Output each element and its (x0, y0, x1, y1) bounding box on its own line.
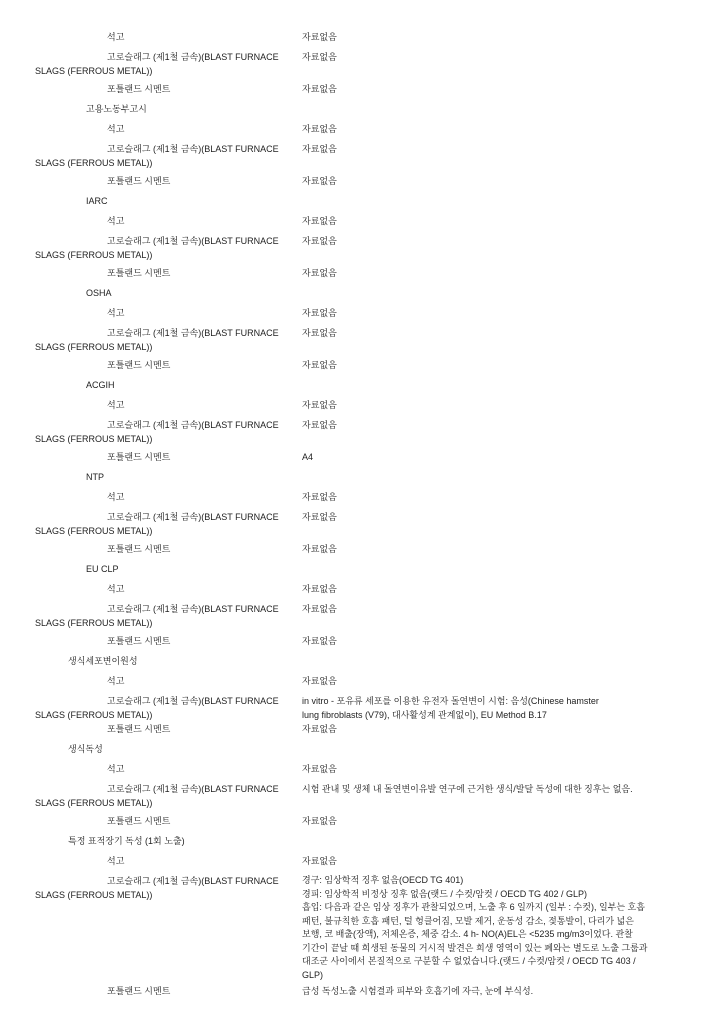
row-label: 포틀랜드 시멘트 (107, 84, 171, 94)
row-stone: 석고 자료없음 (107, 676, 337, 686)
section-heading-ntp: NTP (86, 472, 104, 482)
row-stone: 석고 자료없음 (107, 400, 337, 410)
row-slag: 고로슬래그 (제1철 금속)(BLAST FURNACE SLAGS (FERROUS METAL)) 자료없음 (35, 604, 337, 628)
row-stone (0, 30, 724, 50)
row-stone: 석고 자료없음 (107, 216, 337, 226)
row-cement: 포틀랜드 시멘트 자료없음 (107, 636, 337, 646)
row-stone: 석고 자료없음 (107, 856, 337, 866)
row-stone: 석고 자료없음 (107, 764, 337, 774)
germ-slag-value: in vitro - 포유류 세포를 이용한 유전자 돌연변이 시험: 음성(Chinese hamster lung fibroblasts (V79), 대사활성계 관계없이), EU Method B.17 (302, 696, 599, 720)
row-slag: 고로슬래그 (제1철 금속)(BLAST FURNACE SLAGS (FERROUS METAL)) 자료없음 (35, 144, 337, 168)
section-heading-germ-cell-mutagenicity: 생식세포변이원성 (68, 656, 138, 666)
row-value: 자료없음 (302, 52, 337, 62)
row-stone: 석고 자료없음 (107, 492, 337, 502)
row-slag: 고로슬래그 (제1철 금속)(BLAST FURNACE SLAGS (FERROUS METAL)) 자료없음 (35, 328, 337, 352)
row-label: 석고 (107, 32, 125, 42)
row-stone: 석고 자료없음 (107, 308, 337, 318)
row-slag (0, 50, 724, 82)
section-heading-reproductive-toxicity: 생식독성 (68, 744, 103, 754)
section-heading-goyong: 고용노동부고시 (86, 104, 147, 114)
row-value: 자료없음 (302, 84, 337, 94)
section-heading-acgih: ACGIH (86, 380, 115, 390)
row-cement (0, 82, 724, 102)
row-slag: 고로슬래그 (제1철 금속)(BLAST FURNACE SLAGS (FERROUS METAL)) 자료없음 (35, 420, 337, 444)
section-heading-euclp: EU CLP (86, 564, 119, 574)
row-slag: 고로슬래그 (제1철 금속)(BLAST FURNACE SLAGS (FERROUS METAL)) 자료없음 (35, 236, 337, 260)
row-cement: 포틀랜드 시멘트 자료없음 (107, 724, 337, 734)
row-stone: 석고 자료없음 (107, 584, 337, 594)
section-heading-stot-single: 특정 표적장기 독성 (1회 노출) (68, 836, 185, 846)
row-label: 고로슬래그 (제1철 금속)(BLAST FURNACE SLAGS (FERROUS METAL)) (35, 52, 279, 76)
section-heading-iarc: IARC (86, 196, 108, 206)
row-value: 자료없음 (302, 32, 337, 42)
document-page (0, 30, 724, 1004)
row-cement: 포틀랜드 시멘트 A4 (107, 452, 314, 462)
row-cement: 포틀랜드 시멘트 자료없음 (107, 816, 337, 826)
row-cement: 포틀랜드 시멘트 자료없음 (107, 176, 337, 186)
section-heading-osha: OSHA (86, 288, 112, 298)
row-stone: 석고 자료없음 (107, 124, 337, 134)
row-cement: 포틀랜드 시멘트 자료없음 (107, 544, 337, 554)
stot-slag-value: 경구: 임상학적 징후 없음(OECD TG 401) 경피: 임상학적 비정상 징후 없음(랫드 / 수컷/암컷 / OECD TG 402 / GLP) 흡입: 다음과 같은 임상 징후가 관찰되었으며, 노출 후 6 일까지 (일부 : 수컷), 일부는 호흡 패턴, 불규칙한 호흡 패턴, 털 헝클어짐, 모발 제거, 운동성 감소, 젖통발이, 다리가 넓은 보행, 코 배출(장액), 저체온증, 체중 감소. 4 h- NO(A)EL은 <5235 mg/m3이었다. 관찰 기간이 끝날 때 희생된 동물의 거시적 발견은 희생 영역이 있는 폐와는 별도로 노출 그룹과 대조군 사이에서 본질적으로 구분할 수 없었습니다.(랫드 / 수컷/암컷 / OECD TG 403 / GLP) (302, 875, 648, 980)
row-slag: 고로슬래그 (제1철 금속)(BLAST FURNACE SLAGS (FERROUS METAL)) 자료없음 (35, 512, 337, 536)
row-cement: 포틀랜드 시멘트 자료없음 (107, 268, 337, 278)
row-slag: 고로슬래그 (제1철 금속)(BLAST FURNACE SLAGS (FERROUS METAL)) 경구: 임상학적 징후 없음(OECD TG 401) 경피: 임상학적 비정상 징후 없음(랫드 / 수컷/암컷 / OECD TG 402 / GLP) 흡입: 다음과 같은 임상 징후가 관찰되었으며, 노출 후 6 일까지 (일부 : 수컷), 일부는 호흡 패턴, 불규칙한 호흡 패턴, 털 헝클어짐, 모발 제거, 운동성 감소, 젖통발이, 다리가 넓은 보행, 코 배출(장액), 저체온증, 체중 감소. 4 h- NO(A)EL은 <5235 mg/m3이었다. 관찰 기간이 끝날 때 희생된 동물의 거시적 발견은 희생 영역이 있는 폐와는 별도로 노출 그룹과 대조군 사이에서 본질적으로 구분할 수 없었습니다.(랫드 / 수컷/암컷 / OECD TG 403 / GLP) (0, 874, 724, 984)
row-cement: 포틀랜드 시멘트 급성 독성노출 시험결과 피부와 호흡기에 자극, 눈에 부식성. (107, 986, 534, 996)
row-cement: 포틀랜드 시멘트 자료없음 (107, 360, 337, 370)
row-slag: 고로슬래그 (제1철 금속)(BLAST FURNACE SLAGS (FERROUS METAL)) 시험 관내 및 생체 내 돌연변이유발 연구에 근거한 생식/발달 독성에 대한 징후는 없음. (35, 784, 633, 808)
row-slag: 고로슬래그 (제1철 금속)(BLAST FURNACE SLAGS (FERROUS METAL)) in vitro - 포유류 세포를 이용한 유전자 돌연변이 시험: 음성(Chinese hamster lung fibroblasts (V79), 대사활성계 관계없이), EU Method B.17 (0, 694, 724, 722)
